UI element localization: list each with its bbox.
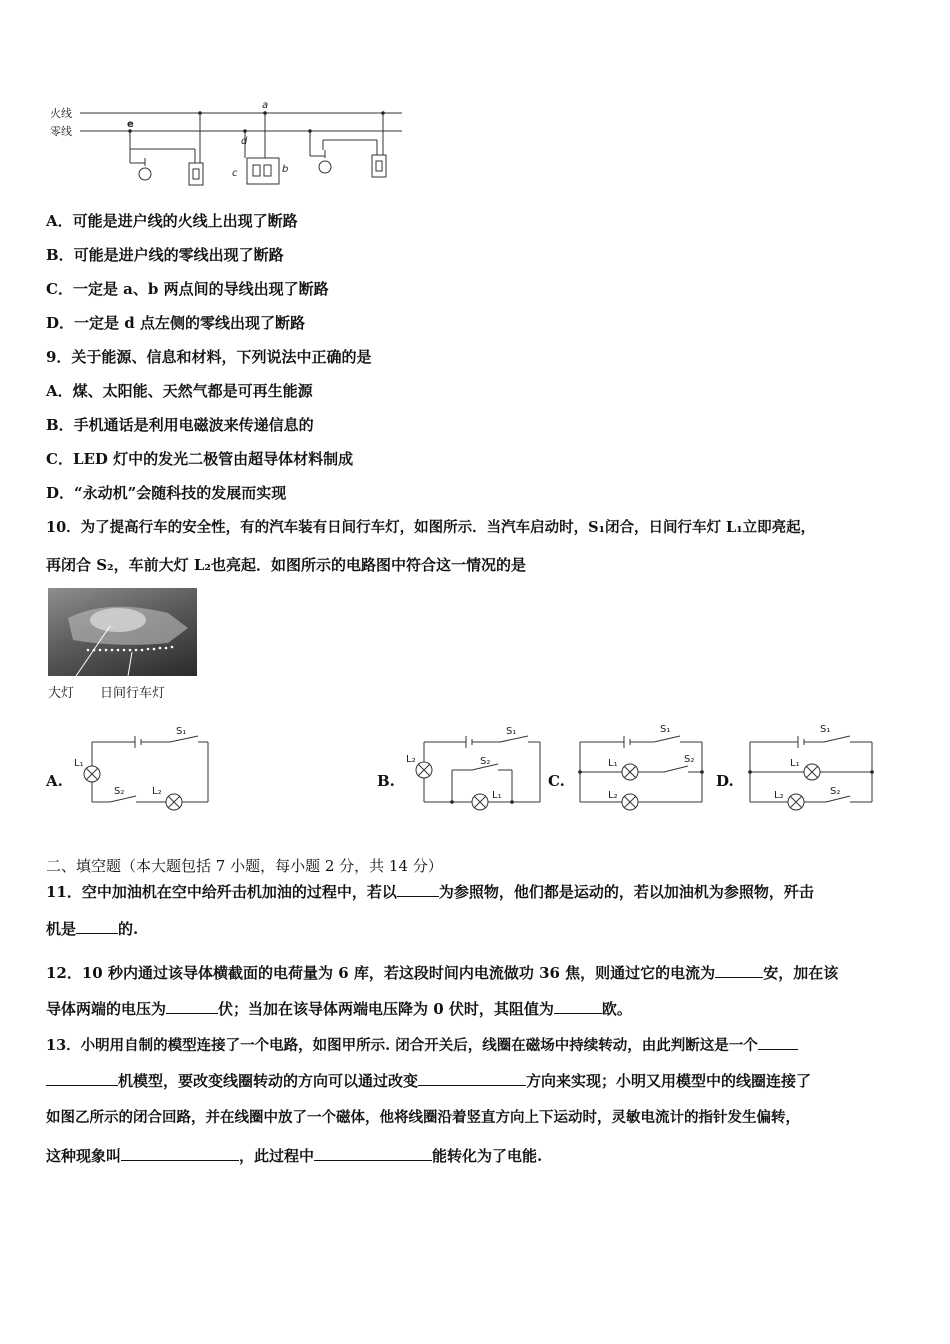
q13-line1 bbox=[46, 1035, 798, 1056]
q13-text-2: 机模型，要改变线圈转动的方向可以通过改变 bbox=[118, 1072, 419, 1090]
neutral-wire-label: 零线 bbox=[50, 125, 72, 138]
circuit-option-a bbox=[70, 720, 220, 815]
d-s1-label: S₁ bbox=[820, 724, 831, 735]
q13-line3: 如图乙所示的闭合回路，并在线圈中放了一个磁体，他将线圈沿着竖直方向上下运动时，灵敏电流计的指针发生偏转， bbox=[46, 1109, 800, 1126]
d-s2-label: S₂ bbox=[830, 786, 841, 797]
a-s2-label: S₂ bbox=[114, 786, 125, 797]
q12-blank-1[interactable] bbox=[715, 963, 763, 978]
q13-text-7: 能转化为了电能. bbox=[432, 1147, 543, 1165]
q12-text-1: 12．10 秒内通过该导体横截面的电荷量为 6 库，若这段时间内电流做功 36 焦，则通过它的电流为 bbox=[46, 964, 716, 982]
hot-wire-label: 火线 bbox=[50, 107, 72, 120]
q9-option-c: C．LED 灯中的发光二极管由超导体材料制成 bbox=[46, 450, 354, 468]
q9-option-a: A．煤、太阳能、天然气都是可再生能源 bbox=[46, 382, 313, 400]
q13-line4 bbox=[46, 1146, 542, 1166]
a-l1-label: L₁ bbox=[74, 758, 84, 769]
q13-blank-4[interactable] bbox=[314, 1146, 432, 1161]
b-l1-label: L₁ bbox=[492, 790, 502, 801]
q11-text-1: 11．空中加油机在空中给歼击机加油的过程中，若以 bbox=[46, 883, 397, 901]
q12-text-3: 导体两端的电压为 bbox=[46, 1000, 167, 1018]
household-circuit-figure bbox=[40, 98, 420, 193]
q9-option-d: D．“永动机”会随科技的发展而实现 bbox=[46, 484, 287, 502]
q12-text-5: 欧。 bbox=[601, 1000, 632, 1018]
q8-option-d: D．一定是 d 点左侧的零线出现了断路 bbox=[46, 314, 305, 332]
q11-text-3: 机是 bbox=[46, 920, 77, 938]
q12-blank-2[interactable] bbox=[166, 999, 218, 1014]
q9-option-b: B．手机通话是利用电磁波来传递信息的 bbox=[46, 416, 314, 434]
point-c-label: c bbox=[232, 168, 238, 179]
point-e-label: e bbox=[127, 119, 134, 130]
section-2-heading: 二、填空题（本大题包括 7 小题，每小题 2 分，共 14 分） bbox=[46, 857, 443, 875]
q10-option-c-label: C. bbox=[548, 772, 565, 790]
q13-blank-3[interactable] bbox=[121, 1146, 239, 1161]
b-l2-label: L₂ bbox=[406, 754, 416, 765]
c-s1-label: S₁ bbox=[660, 724, 671, 735]
q11-text-4: 的. bbox=[118, 920, 139, 938]
a-s1-label: S₁ bbox=[176, 726, 187, 737]
car-headlight-photo bbox=[48, 588, 197, 676]
circuit-option-c bbox=[572, 720, 722, 815]
q13-blank-1b[interactable] bbox=[46, 1071, 118, 1086]
d-l2-label: L₂ bbox=[774, 790, 784, 801]
q11-text-2: 为参照物，他们都是运动的，若以加油机为参照物，歼击 bbox=[438, 883, 814, 901]
q8-option-c: C．一定是 a、b 两点间的导线出现了断路 bbox=[46, 280, 329, 298]
q10-option-b-label: B. bbox=[377, 772, 395, 790]
q10-option-d-label: D. bbox=[716, 772, 734, 790]
point-b-label: b bbox=[282, 164, 289, 175]
c-s2-label: S₂ bbox=[684, 754, 695, 765]
circuit-option-b bbox=[400, 720, 550, 815]
q10-stem-line2: 再闭合 S₂，车前大灯 L₂也亮起．如图所示的电路图中符合这一情况的是 bbox=[46, 556, 526, 574]
q9-stem: 9．关于能源、信息和材料，下列说法中正确的是 bbox=[46, 348, 372, 366]
caption-headlight: 大灯 bbox=[48, 686, 75, 701]
q12-text-4: 伏；当加在该导体两端电压降为 0 伏时，其阻值为 bbox=[218, 1000, 554, 1018]
a-l2-label: L₂ bbox=[152, 786, 162, 797]
q13-blank-2[interactable] bbox=[418, 1071, 526, 1086]
q8-option-b: B．可能是进户线的零线出现了断路 bbox=[46, 246, 284, 264]
q11-line1 bbox=[46, 882, 814, 902]
d-l1-label: L₁ bbox=[790, 758, 800, 769]
q11-blank-1[interactable] bbox=[397, 882, 439, 897]
q13-blank-1a[interactable] bbox=[758, 1035, 798, 1050]
circuit-option-d bbox=[742, 720, 892, 815]
point-d-label: d bbox=[241, 136, 248, 147]
c-l1-label: L₁ bbox=[608, 758, 618, 769]
caption-daytime-running-light: 日间行车灯 bbox=[100, 686, 166, 701]
q13-line2 bbox=[46, 1071, 811, 1091]
q13-text-5: 这种现象叫 bbox=[46, 1147, 122, 1165]
q13-text-3: 方向来实现；小明又用模型中的线圈连接了 bbox=[526, 1072, 812, 1090]
b-s2-label: S₂ bbox=[480, 756, 491, 767]
q10-option-a-label: A. bbox=[46, 772, 63, 790]
q12-line1 bbox=[46, 963, 838, 983]
q12-text-2: 安，加在该 bbox=[763, 964, 839, 982]
q11-blank-2[interactable] bbox=[76, 919, 118, 934]
q8-option-a: A．可能是进户线的火线上出现了断路 bbox=[46, 212, 298, 230]
c-l2-label: L₂ bbox=[608, 790, 618, 801]
q12-line2 bbox=[46, 999, 632, 1019]
q13-text-6: ，此过程中 bbox=[239, 1147, 315, 1165]
b-s1-label: S₁ bbox=[506, 726, 517, 737]
q11-line2 bbox=[46, 919, 138, 939]
q10-stem-line1: 10．为了提高行车的安全性，有的汽车装有日间行车灯，如图所示．当汽车启动时，S₁闭合，日间行车灯 L₁立即亮起， bbox=[46, 519, 816, 536]
point-a-label: a bbox=[262, 100, 269, 111]
q12-blank-3[interactable] bbox=[554, 999, 602, 1014]
q13-text-1: 13．小明用自制的模型连接了一个电路，如图甲所示. 闭合开关后，线圈在磁场中持续转动，由此判断这是一个 bbox=[46, 1037, 758, 1054]
